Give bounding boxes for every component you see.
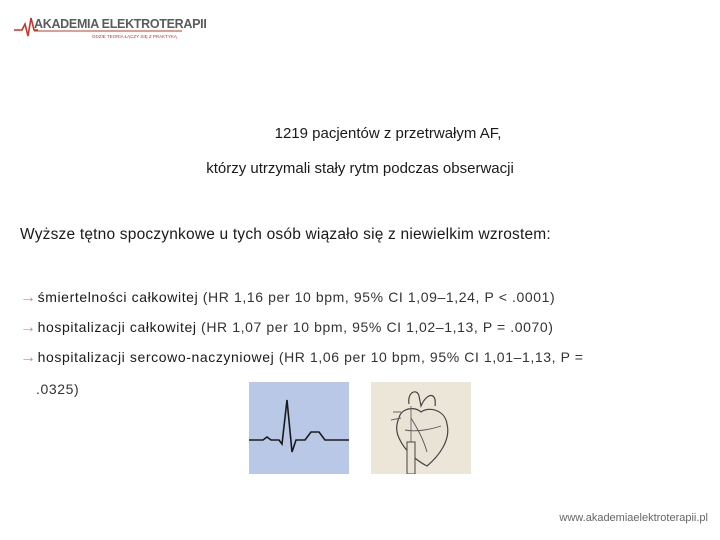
item-detail: (HR 1,07 per 10 bpm, 95% CI 1,02–1,13, P = .0070) [196, 319, 554, 335]
item-label: hospitalizacji sercowo-naczyniowej [37, 349, 275, 365]
arrow-right-icon: → [20, 289, 37, 306]
heading-line-2: którzy utrzymali stały rytm podczas obserwacji [206, 160, 514, 177]
heart-illustration [371, 382, 471, 474]
item-detail-continuation: .0325) [36, 381, 80, 397]
arrow-right-icon: → [20, 349, 37, 366]
list-item [20, 349, 584, 367]
item-detail: (HR 1,16 per 10 bpm, 95% CI 1,09–1,24, P < .0001) [198, 289, 556, 305]
item-label: śmiertelności całkowitej [37, 289, 199, 305]
ecg-image [249, 382, 349, 474]
logo-subtitle: GDZIE TEORIA ŁĄCZY SIĘ Z PRAKTYKĄ [92, 34, 177, 39]
arrow-right-icon: → [20, 319, 37, 336]
logo [14, 10, 207, 44]
list-item [20, 319, 554, 337]
logo-title: AKADEMIA ELEKTROTERAPII [34, 17, 207, 31]
heading-line-1: 1219 pacjentów z przetrwałym AF, [274, 125, 502, 142]
item-label: hospitalizacji całkowitej [37, 319, 197, 335]
intro-text: Wyższe tętno spoczynkowe u tych osób wiązało się z niewielkim wzrostem: [20, 226, 551, 243]
list-item [20, 289, 555, 307]
item-detail: (HR 1,06 per 10 bpm, 95% CI 1,01–1,13, P = [274, 349, 584, 365]
footer-url: www.akademiaelektroterapii.pl [559, 512, 708, 524]
